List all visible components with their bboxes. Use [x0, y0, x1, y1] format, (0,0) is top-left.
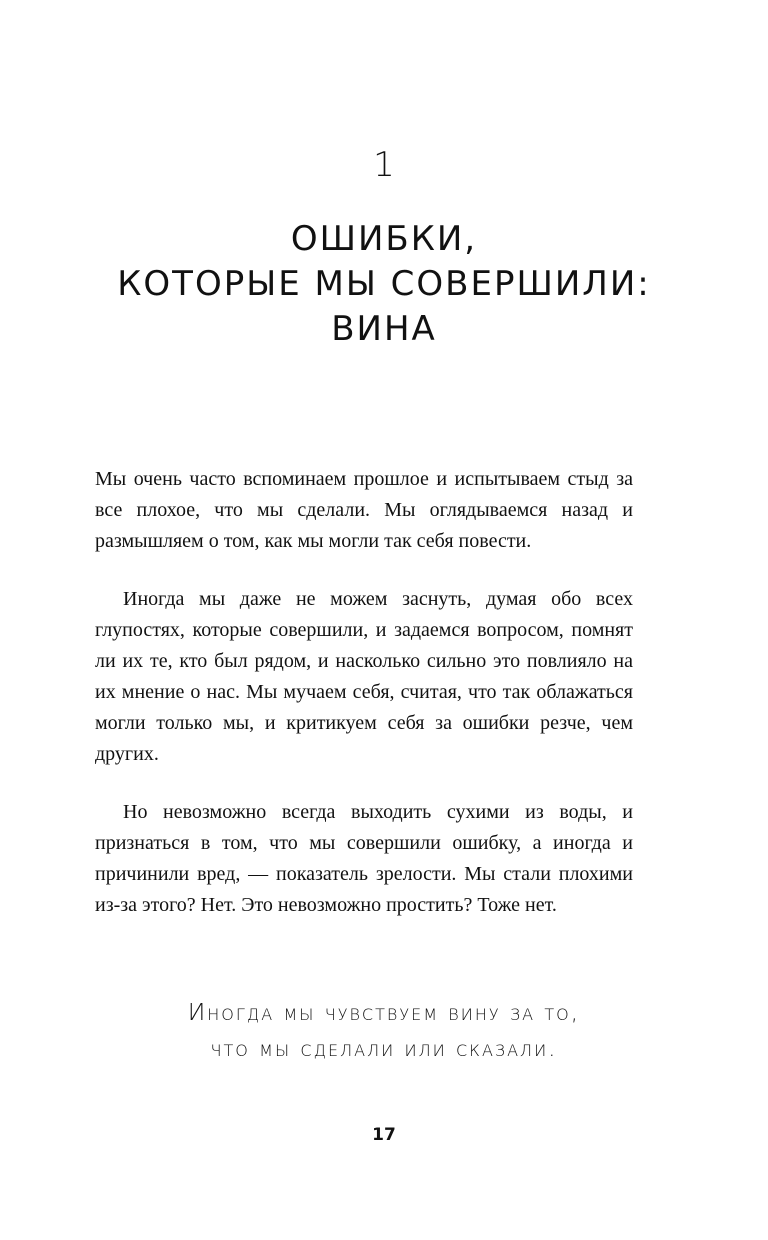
paragraph: Но невозможно всегда выходить сухими из воды, и признаться в том, что мы совершили ошибку, а иногда и причинили вред, — показатель зрелости. Мы стали плохими из-за этого? Нет. Это невозможно простить? Тоже нет.	[95, 801, 633, 916]
pull-quote-line: Иногда мы чувствуем вину за то,	[187, 1000, 581, 1026]
page-number: 17	[372, 1125, 396, 1145]
pull-quote-line: что мы сделали или сказали.	[210, 1036, 558, 1062]
chapter-title-line: КОТОРЫЕ МЫ СОВЕРШИЛИ:	[117, 264, 651, 304]
paragraph: Мы очень часто вспоминаем прошлое и испытываем стыд за все плохое, что мы сделали. Мы оглядываемся назад и размышляем о том, как мы могли так себя повести.	[95, 468, 633, 552]
chapter-title-line: ВИНА	[331, 309, 437, 349]
chapter-title	[0, 217, 768, 352]
pull-quote	[0, 995, 768, 1067]
chapter-number: 1	[373, 145, 395, 185]
chapter-title-line: ОШИБКИ,	[290, 219, 478, 259]
body-text	[95, 464, 633, 948]
paragraph: Иногда мы даже не можем заснуть, думая обо всех глупостях, которые совершили, и задаемся вопросом, помнят ли их те, кто был рядом, и насколько сильно это повлияло на их мнение о нас. Мы мучаем себя, считая, что так облажаться могли только мы, и критикуем себя за ошибки резче, чем других.	[95, 588, 633, 765]
